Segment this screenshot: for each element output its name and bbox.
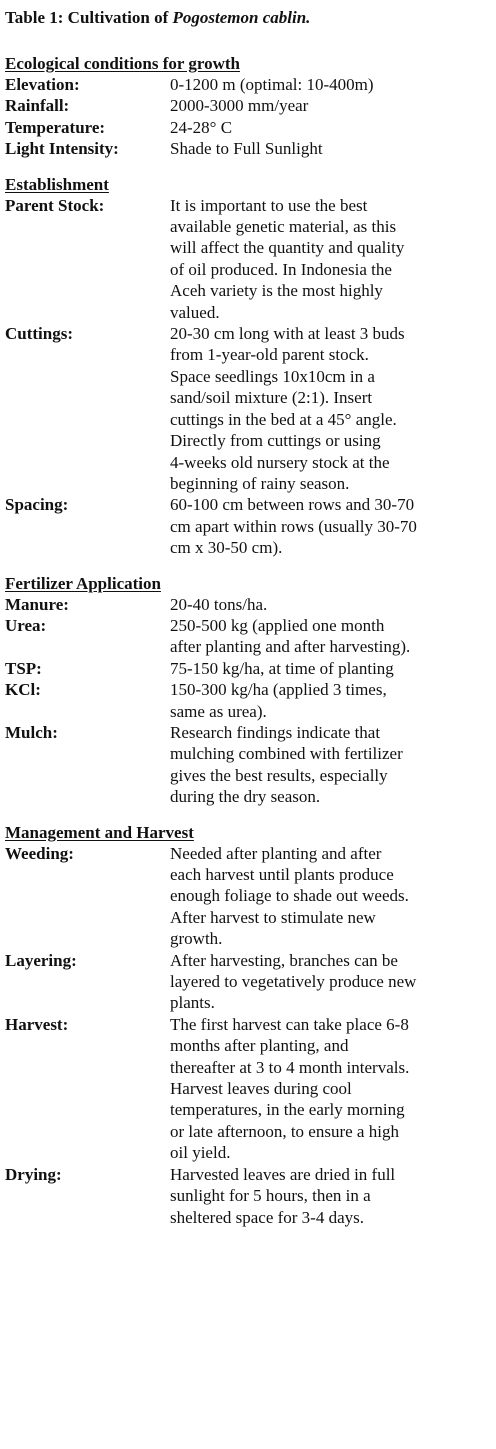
row-value: The first harvest can take place 6-8 months after planting, and thereafter at 3 to 4 month intervals. Harvest leaves during cool temperatures, in the early morning or late afternoon, to ensure a high oil yield. (170, 1014, 410, 1163)
row-value: Harvested leaves are dried in full sunlight for 5 hours, then in a sheltered space for 3-4 days. (170, 1164, 396, 1227)
row-label: Weeding: (5, 843, 74, 863)
table-row-manure (5, 594, 491, 615)
table-row-mulch (5, 722, 491, 808)
table-row-spacing (5, 494, 491, 558)
species-name: Pogostemon cablin. (172, 8, 311, 27)
table-row-rainfall (5, 95, 491, 116)
table-row-light-intensity (5, 138, 491, 159)
row-value: 2000-3000 mm/year (170, 96, 309, 116)
section-fertilizer-application (5, 573, 491, 808)
section-heading: Management and Harvest (5, 822, 194, 842)
row-label: Parent Stock: (5, 195, 105, 215)
table-row-layering (5, 950, 491, 1014)
row-label: Layering: (5, 950, 77, 970)
table-row-elevation (5, 74, 491, 95)
table-row-cuttings (5, 323, 491, 494)
row-value: 0-1200 m (optimal: 10-400m) (170, 75, 374, 94)
row-value: 75-150 kg/ha, at time of planting (170, 658, 394, 678)
row-label: TSP: (5, 658, 42, 678)
row-label: Harvest: (5, 1014, 69, 1034)
row-label: Spacing: (5, 495, 69, 515)
row-value: After harvesting, branches can be layered to vegetatively produce new plants. (170, 950, 417, 1013)
row-label: Temperature: (5, 117, 106, 137)
row-label: Mulch: (5, 722, 58, 742)
table-row-tsp (5, 658, 491, 679)
row-label: Rainfall: (5, 96, 70, 116)
section-ecological-conditions (5, 53, 491, 160)
row-value: Research findings indicate that mulching combined with fertilizer gives the best results, especially during the dry season. (170, 722, 403, 807)
row-value: 20-40 tons/ha. (170, 594, 268, 614)
row-label: Light Intensity: (5, 139, 119, 159)
section-heading: Establishment (5, 174, 109, 194)
row-label: KCl: (5, 680, 41, 700)
section-management-harvest (5, 822, 491, 1228)
table-row-kcl (5, 679, 491, 722)
row-value: It is important to use the best available genetic material, as this will affect the quantity and quality of oil produced. In Indonesia the Aceh variety is the most highly valued. (170, 195, 405, 322)
cultivation-table (5, 7, 491, 1242)
row-label: Drying: (5, 1164, 62, 1184)
row-label: Urea: (5, 615, 47, 635)
table-row-drying (5, 1164, 491, 1228)
row-value: 250-500 kg (applied one month after planting and after harvesting). (170, 615, 411, 657)
row-label: Cuttings: (5, 324, 74, 344)
section-heading: Ecological conditions for growth (5, 54, 241, 73)
row-value: 20-30 cm long with at least 3 buds from 1-year-old parent stock. Space seedlings 10x10cm in a sand/soil mixture (2:1). Insert cuttings in the bed at a 45° angle. Directly from cuttings or using 4-weeks old nursery stock at the beginning of rainy season. (170, 324, 405, 493)
table-title (5, 7, 491, 29)
section-establishment (5, 174, 491, 559)
section-heading: Fertilizer Application (5, 573, 161, 593)
row-label: Manure: (5, 594, 69, 614)
row-label: Elevation: (5, 75, 80, 94)
table-row-urea (5, 615, 491, 658)
row-value: 150-300 kg/ha (applied 3 times, same as urea). (170, 680, 387, 721)
row-value: Needed after planting and after each harvest until plants produce enough foliage to shade out weeds. After harvest to stimulate new growth. (170, 843, 409, 949)
row-value: 24-28° C (170, 117, 233, 137)
table-row-weeding (5, 843, 491, 950)
row-value: 60-100 cm between rows and 30-70 cm apart within rows (usually 30-70 cm x 30-50 cm). (170, 495, 417, 558)
table-row-parent-stock (5, 195, 491, 323)
table-row-temperature (5, 117, 491, 138)
row-value: Shade to Full Sunlight (170, 139, 323, 159)
table-row-harvest (5, 1014, 491, 1164)
table-title-prefix: Table 1: Cultivation of (5, 8, 173, 27)
